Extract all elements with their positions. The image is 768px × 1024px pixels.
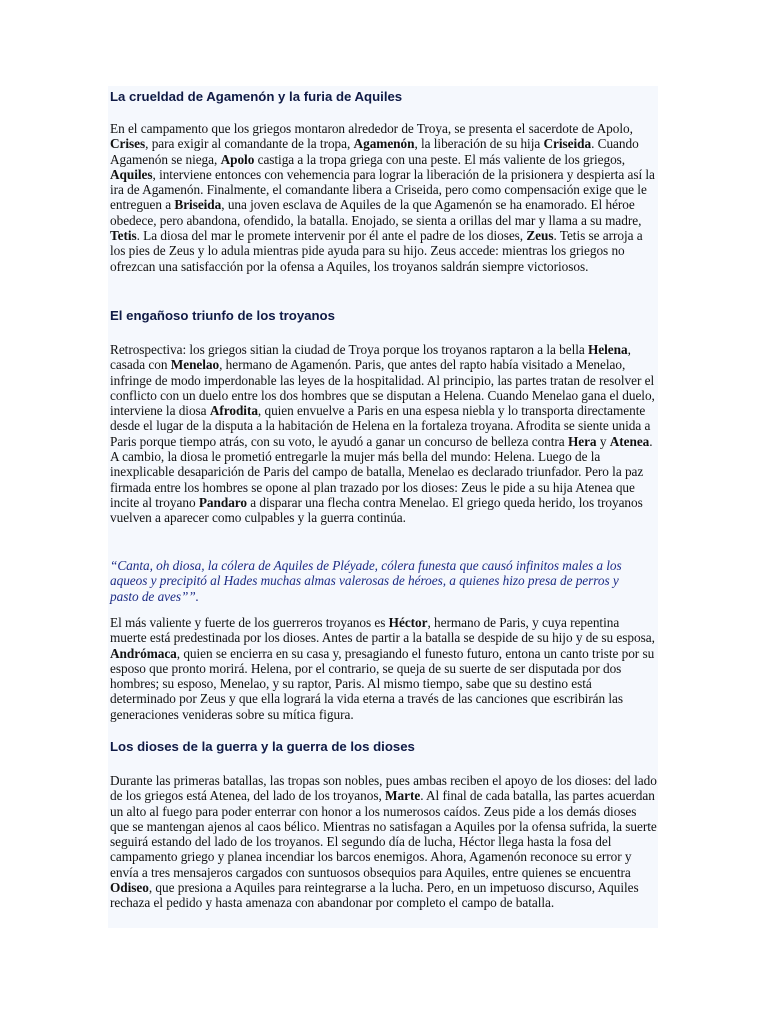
text-run: , hermano de Agamenón. Paris, que antes del rapto había visitado a Menelao, infringe de modo imperdonable las leyes de la hospitalidad. Al principio, las partes tratan de resolver el conflicto con un duelo entre los dos hombres que se disputan a Helena. Cuando Menelao gana el duelo, interviene la diosa [110, 357, 655, 419]
bold-name: Pandaro [198, 494, 247, 510]
bold-name: Menelao [170, 357, 220, 373]
text-run: El más valiente y fuerte de los guerreros troyanos es [110, 615, 389, 630]
bold-name: Hera [567, 433, 597, 449]
text-run: , la liberación de su hija [414, 136, 544, 152]
bold-name: Marte [385, 788, 421, 804]
section-heading-1: La crueldad de Agamenón y la furia de Aquiles [110, 89, 403, 104]
bold-name: Criseida [543, 136, 592, 152]
text-run: , quien se encierra en su casa y, presagiando el funesto futuro, entona un canto triste por su esposo que pronto morirá. Helena, por el contrario, se queja de su suerte de ser disputada por dos hombres; su esposo, Menelao, y su raptor, Paris. Al mismo tiempo, sabe que su destino está determinado por Zeus y que ella logrará la vida eterna a través de las canciones que escribirán las generaciones venideras sobre su mítica figura. [110, 645, 655, 722]
text-run: . Tetis se arroja a los pies de Zeus y lo adula mientras pide ayuda para su hijo. Zeus accede: mientras los griegos no ofrezcan una satisfacción por la ofensa a Aquiles, los troyanos saldrán siempre victoriosos. [110, 228, 643, 274]
bold-name: Briseida [174, 197, 222, 213]
article [108, 86, 658, 928]
text-run: . A cambio, la diosa le prometió entregarle la mujer más bella del mundo: Helena. Luego de la inexplicable desaparición de Paris del campo de batalla, Menelao es declarado triunfador. Pero la paz firmada entre los hombres se opone al plan trazado por los dioses: Zeus le pide a su hija Atenea que incite al troyano [110, 433, 653, 510]
text-run: , hermano de Paris, y cuya repentina muerte está predestinada por los dioses. Antes de partir a la batalla se despide de su hijo y de su esposa, [110, 615, 655, 646]
section-heading-3: Los dioses de la guerra y la guerra de los dioses [110, 739, 415, 754]
bold-name: Odiseo [110, 880, 149, 896]
text-run: , interviene entonces con vehemencia para lograr la liberación de la prisionera y despierta así la ira de Agamenón. Finalmente, el comandante libera a Criseida, pero como compensación exige que le entreguen a [110, 166, 655, 213]
text-run: , una joven esclava de Aquiles de la que Agamenón se ha enamorado. El héroe obedece, pero abandona, ofendido, la batalla. Enojado, se sienta a orillas del mar y llama a su madre, [110, 197, 642, 228]
text-run: , que presiona a Aquiles para reintegrarse a la lucha. Pero, en un impetuoso discurso, Aquiles rechaza el pedido y hasta amenaza con abandonar por completo el campo de batalla. [110, 880, 639, 911]
bold-name: Tetis [110, 228, 137, 244]
section-2-paragraph-after-quote [110, 615, 658, 722]
bold-name: Apolo [220, 151, 255, 167]
section-3-paragraph [110, 773, 658, 911]
text-run: a disparar una flecha contra Menelao. El griego queda herido, los troyanos vuelven a aparecer como culpables y la guerra continúa. [110, 494, 643, 526]
bold-name: Crises [110, 136, 146, 152]
text-run: Retrospectiva: los griegos sitian la ciudad de Troya porque los troyanos raptaron a la bella [110, 342, 588, 357]
text-run: . Cuando Agamenón se niega, [110, 136, 639, 167]
text-run: En el campamento que los griegos montaron alrededor de Troya, se presenta el sacerdote de Apolo, [110, 121, 633, 136]
bold-name: Aquiles [110, 166, 153, 182]
text-run: . Al final de cada batalla, las partes acuerdan un alto al fuego para poder enterrar con honor a los numerosos caídos. Zeus pide a los demás dioses que se mantengan ajenos al caos bélico. Mientras no satisfagan a Aquiles por la ofensa sufrida, la suerte seguirá estando del lado de los troyanos. El segundo día de lucha, Héctor llega hasta la fosa del campamento griego y planea incendiar los barcos enemigos. Ahora, Agamenón reconoce su error y envía a tres mensajeros cargados con suntuosos obsequios para Aquiles, entre quienes se encuentra [110, 788, 657, 880]
section-1-paragraph [110, 121, 658, 274]
bold-name: Agamenón [353, 136, 415, 152]
text-run: castiga a la tropa griega con una peste. El más valiente de los griegos, [254, 151, 626, 167]
text-run: y [596, 433, 610, 449]
text-run: , casada con [110, 342, 631, 373]
text-run: , quien envuelve a Paris en una espesa niebla y lo transporta directamente desde el lugar de la disputa a la habitación de Helena en la fortaleza troyana. Afrodita se siente unida a Paris porque tiempo atrás, con su voto, le ayudó a ganar un concurso de belleza contra [110, 403, 651, 449]
section-heading-2: El engañoso triunfo de los troyanos [110, 308, 335, 323]
bold-name: Héctor [388, 615, 428, 630]
bold-name: Andrómaca [110, 645, 177, 661]
text-run: Durante las primeras batallas, las tropas son nobles, pues ambas reciben el apoyo de los dioses: del lado de los griegos está Atenea, del lado de los troyanos, [110, 773, 657, 804]
bold-name: Afrodita [209, 403, 258, 419]
text-run: , para exigir al comandante de la tropa, [145, 136, 354, 152]
bold-name: Helena [588, 342, 628, 357]
bold-name: Zeus [526, 228, 554, 244]
section-2-paragraph [110, 342, 658, 526]
bold-name: Atenea [609, 433, 650, 449]
text-run: . La diosa del mar le promete intervenir por él ante el padre de los dioses, [136, 228, 527, 244]
quote: “Canta, oh diosa, la cólera de Aquiles de Pléyade, cólera funesta que causó infinitos males a los aqueos y precipitó al Hades muchas almas valerosas de héroes, a quienes hizo presa de perros y pasto de aves””. [110, 558, 622, 604]
